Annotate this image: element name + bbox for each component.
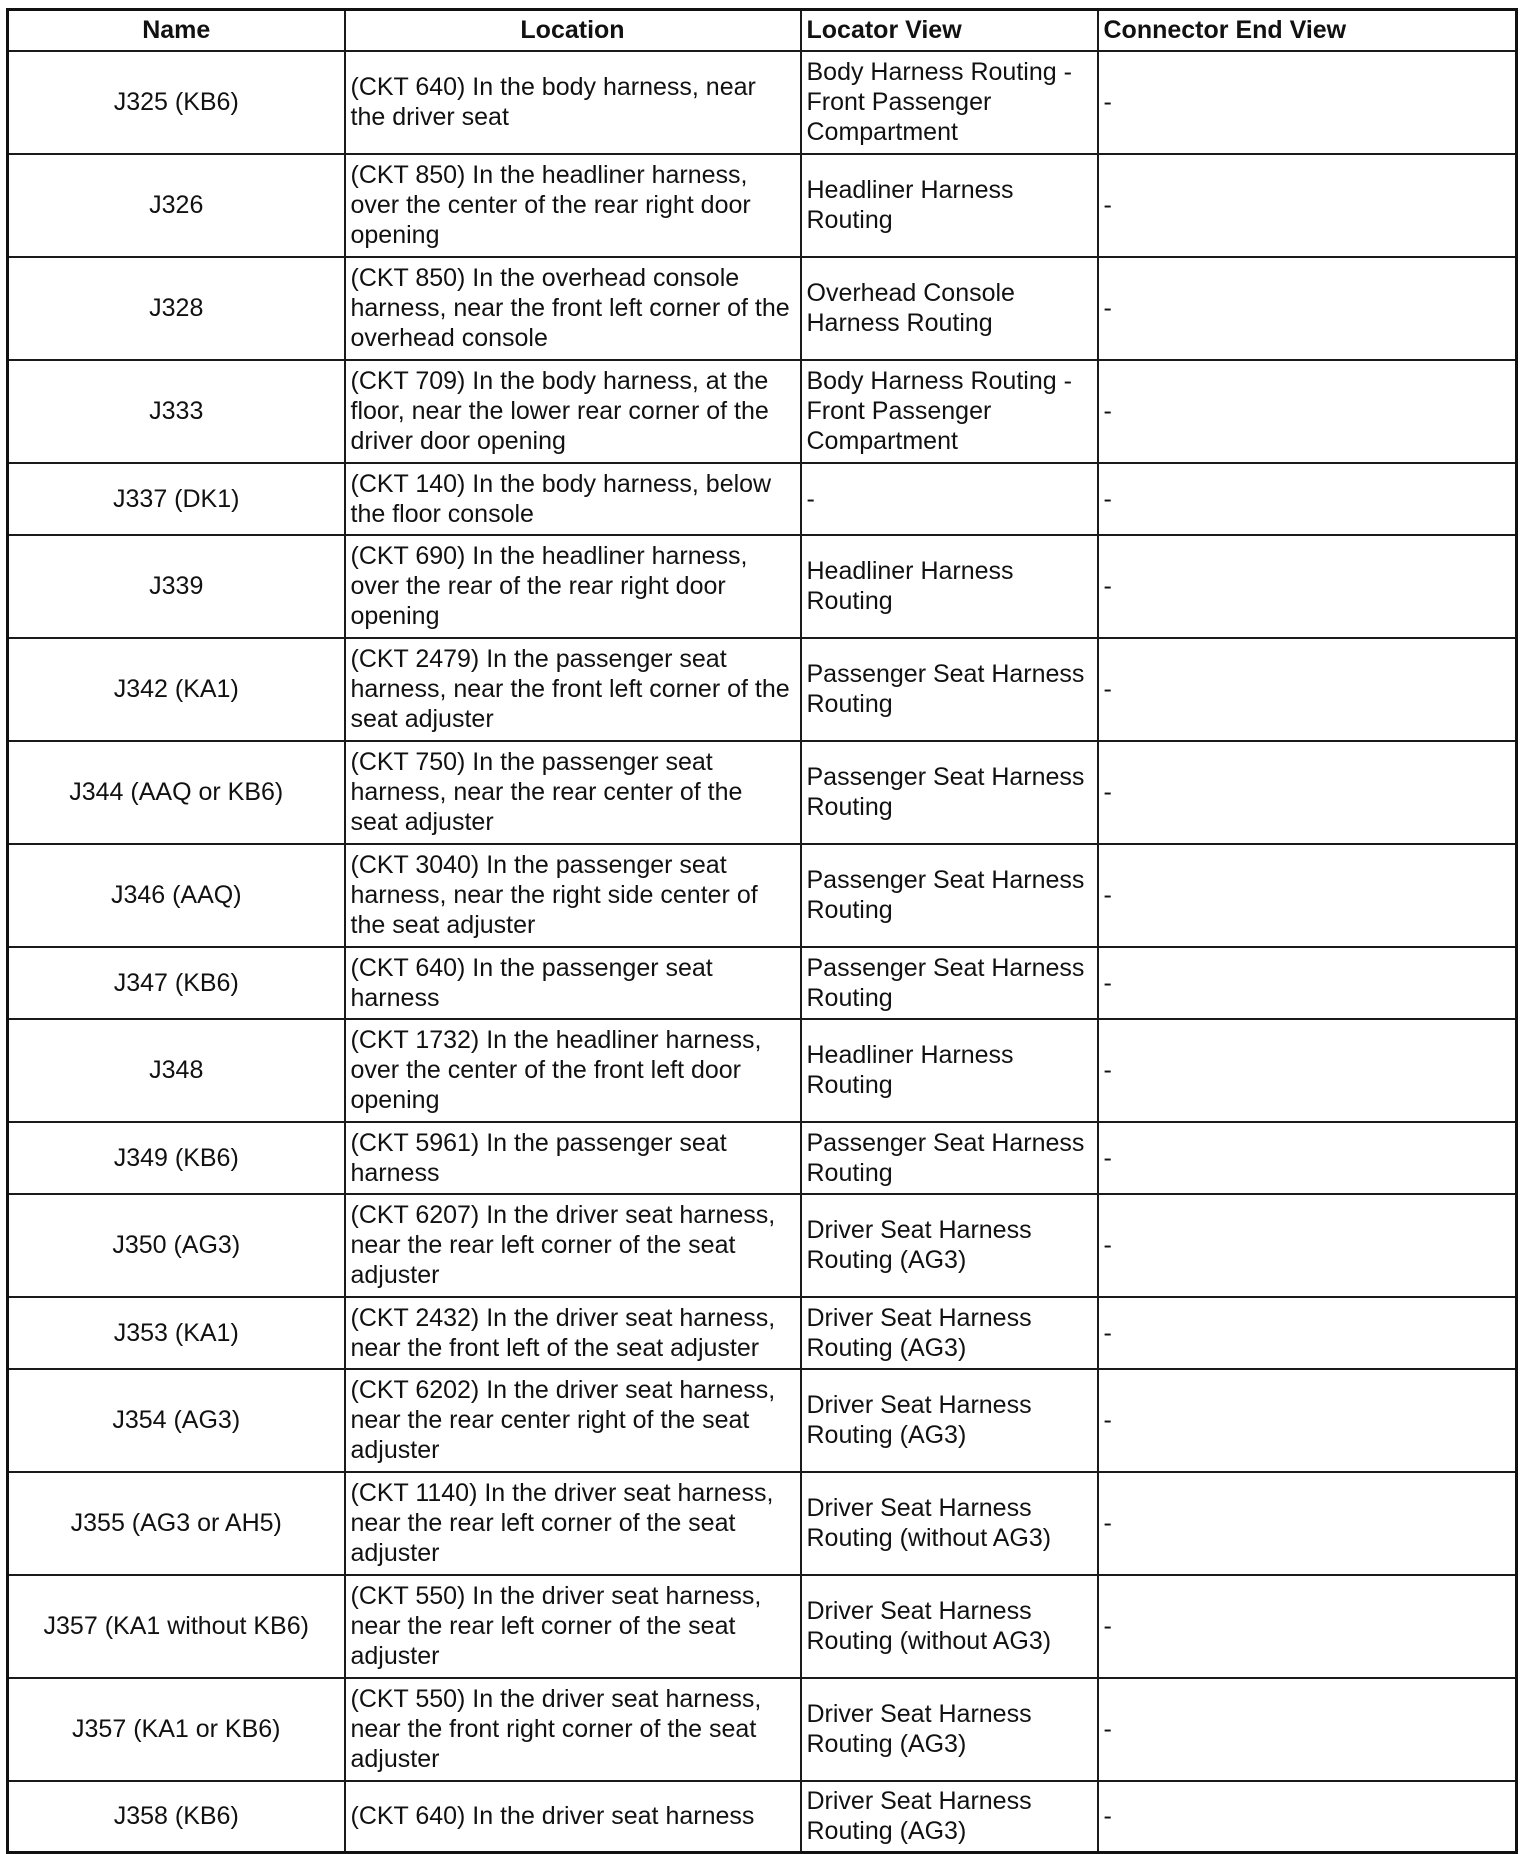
- table-row: [8, 638, 1517, 741]
- header-locator-view: Locator View: [801, 10, 1098, 51]
- cell-locator-view: Passenger Seat Harness Routing: [801, 1122, 1098, 1194]
- table-row: [8, 844, 1517, 947]
- cell-connector-end-view: -: [1098, 844, 1517, 947]
- cell-locator-view: -: [801, 463, 1098, 535]
- cell-location: (CKT 850) In the headliner harness, over the center of the rear right door opening: [345, 154, 801, 257]
- cell-location: (CKT 550) In the driver seat harness, near the front right corner of the seat adjuster: [345, 1678, 801, 1781]
- cell-locator-view: Passenger Seat Harness Routing: [801, 741, 1098, 844]
- cell-location: (CKT 5961) In the passenger seat harness: [345, 1122, 801, 1194]
- table-row: [8, 1781, 1517, 1853]
- cell-location: (CKT 6207) In the driver seat harness, near the rear left corner of the seat adjuster: [345, 1194, 801, 1297]
- header-name: Name: [8, 10, 345, 51]
- table-row: [8, 1575, 1517, 1678]
- cell-connector-end-view: -: [1098, 741, 1517, 844]
- cell-connector-end-view: -: [1098, 360, 1517, 463]
- table-row: [8, 1297, 1517, 1369]
- cell-location: (CKT 850) In the overhead console harness, near the front left corner of the overhead console: [345, 257, 801, 360]
- cell-name: J350 (AG3): [8, 1194, 345, 1297]
- table-row: [8, 1678, 1517, 1781]
- cell-name: J325 (KB6): [8, 51, 345, 154]
- cell-locator-view: Driver Seat Harness Routing (AG3): [801, 1194, 1098, 1297]
- table-row: [8, 257, 1517, 360]
- cell-name: J326: [8, 154, 345, 257]
- table-row: [8, 947, 1517, 1019]
- cell-location: (CKT 1732) In the headliner harness, over the center of the front left door opening: [345, 1019, 801, 1122]
- header-row: [8, 10, 1517, 51]
- cell-locator-view: Driver Seat Harness Routing (AG3): [801, 1678, 1098, 1781]
- cell-locator-view: Passenger Seat Harness Routing: [801, 947, 1098, 1019]
- cell-name: J347 (KB6): [8, 947, 345, 1019]
- table-row: [8, 535, 1517, 638]
- cell-locator-view: Driver Seat Harness Routing (AG3): [801, 1781, 1098, 1853]
- cell-name: J349 (KB6): [8, 1122, 345, 1194]
- cell-locator-view: Body Harness Routing - Front Passenger Compartment: [801, 51, 1098, 154]
- table-row: [8, 741, 1517, 844]
- cell-locator-view: Body Harness Routing - Front Passenger Compartment: [801, 360, 1098, 463]
- cell-name: J353 (KA1): [8, 1297, 345, 1369]
- cell-name: J354 (AG3): [8, 1369, 345, 1472]
- header-location: Location: [345, 10, 801, 51]
- cell-location: (CKT 2432) In the driver seat harness, near the front left of the seat adjuster: [345, 1297, 801, 1369]
- table-row: [8, 1472, 1517, 1575]
- cell-locator-view: Passenger Seat Harness Routing: [801, 844, 1098, 947]
- cell-location: (CKT 709) In the body harness, at the floor, near the lower rear corner of the driver door opening: [345, 360, 801, 463]
- cell-connector-end-view: -: [1098, 154, 1517, 257]
- cell-locator-view: Driver Seat Harness Routing (without AG3): [801, 1575, 1098, 1678]
- cell-connector-end-view: -: [1098, 1678, 1517, 1781]
- cell-locator-view: Driver Seat Harness Routing (AG3): [801, 1369, 1098, 1472]
- cell-location: (CKT 2479) In the passenger seat harness, near the front left corner of the seat adjuster: [345, 638, 801, 741]
- cell-name: J337 (DK1): [8, 463, 345, 535]
- cell-name: J328: [8, 257, 345, 360]
- table-row: [8, 154, 1517, 257]
- cell-connector-end-view: -: [1098, 1194, 1517, 1297]
- cell-connector-end-view: -: [1098, 463, 1517, 535]
- cell-connector-end-view: -: [1098, 535, 1517, 638]
- table-row: [8, 360, 1517, 463]
- cell-locator-view: Driver Seat Harness Routing (without AG3): [801, 1472, 1098, 1575]
- cell-location: (CKT 6202) In the driver seat harness, near the rear center right of the seat adjuster: [345, 1369, 801, 1472]
- table-row: [8, 1194, 1517, 1297]
- table-row: [8, 51, 1517, 154]
- cell-name: J344 (AAQ or KB6): [8, 741, 345, 844]
- cell-locator-view: Passenger Seat Harness Routing: [801, 638, 1098, 741]
- cell-connector-end-view: -: [1098, 1369, 1517, 1472]
- cell-locator-view: Headliner Harness Routing: [801, 535, 1098, 638]
- cell-name: J357 (KA1 without KB6): [8, 1575, 345, 1678]
- cell-location: (CKT 550) In the driver seat harness, near the rear left corner of the seat adjuster: [345, 1575, 801, 1678]
- cell-connector-end-view: -: [1098, 947, 1517, 1019]
- cell-connector-end-view: -: [1098, 1297, 1517, 1369]
- connector-table: [6, 8, 1518, 1854]
- cell-connector-end-view: -: [1098, 638, 1517, 741]
- cell-name: J355 (AG3 or AH5): [8, 1472, 345, 1575]
- cell-location: (CKT 640) In the driver seat harness: [345, 1781, 801, 1853]
- cell-name: J357 (KA1 or KB6): [8, 1678, 345, 1781]
- cell-connector-end-view: -: [1098, 1781, 1517, 1853]
- cell-connector-end-view: -: [1098, 1472, 1517, 1575]
- cell-locator-view: Driver Seat Harness Routing (AG3): [801, 1297, 1098, 1369]
- cell-connector-end-view: -: [1098, 1122, 1517, 1194]
- cell-name: J342 (KA1): [8, 638, 345, 741]
- cell-name: J333: [8, 360, 345, 463]
- cell-connector-end-view: -: [1098, 51, 1517, 154]
- cell-name: J358 (KB6): [8, 1781, 345, 1853]
- cell-location: (CKT 640) In the body harness, near the driver seat: [345, 51, 801, 154]
- cell-connector-end-view: -: [1098, 257, 1517, 360]
- table-row: [8, 1019, 1517, 1122]
- table-row: [8, 1122, 1517, 1194]
- cell-name: J346 (AAQ): [8, 844, 345, 947]
- table-row: [8, 1369, 1517, 1472]
- cell-location: (CKT 3040) In the passenger seat harness, near the right side center of the seat adjuster: [345, 844, 801, 947]
- cell-locator-view: Headliner Harness Routing: [801, 154, 1098, 257]
- cell-location: (CKT 750) In the passenger seat harness, near the rear center of the seat adjuster: [345, 741, 801, 844]
- cell-name: J348: [8, 1019, 345, 1122]
- header-connector-end-view: Connector End View: [1098, 10, 1517, 51]
- cell-location: (CKT 1140) In the driver seat harness, near the rear left corner of the seat adjuster: [345, 1472, 801, 1575]
- cell-location: (CKT 140) In the body harness, below the floor console: [345, 463, 801, 535]
- table-row: [8, 463, 1517, 535]
- cell-location: (CKT 640) In the passenger seat harness: [345, 947, 801, 1019]
- cell-connector-end-view: -: [1098, 1019, 1517, 1122]
- cell-locator-view: Headliner Harness Routing: [801, 1019, 1098, 1122]
- cell-connector-end-view: -: [1098, 1575, 1517, 1678]
- cell-locator-view: Overhead Console Harness Routing: [801, 257, 1098, 360]
- cell-name: J339: [8, 535, 345, 638]
- cell-location: (CKT 690) In the headliner harness, over the rear of the rear right door opening: [345, 535, 801, 638]
